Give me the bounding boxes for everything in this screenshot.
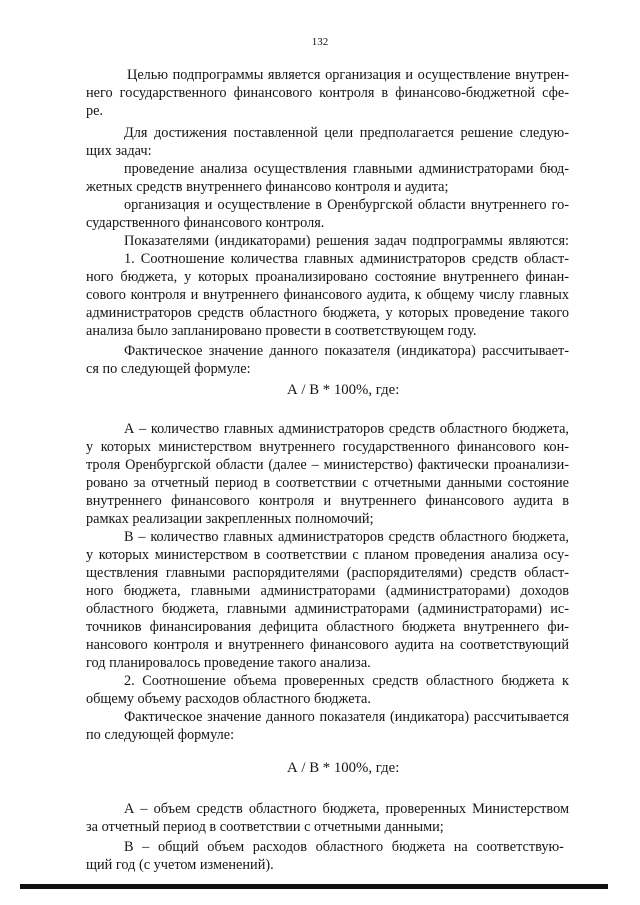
text-line: по следующей формуле: [86, 727, 235, 743]
formula: А / В * 100%, где: [287, 760, 400, 776]
text-line: нансового контроля и внутреннего финансового аудита на соответствующий [86, 637, 569, 653]
text-line: у которых министерством внутреннего государственного финансового кон- [86, 439, 569, 455]
text-line: ществления главными распорядителями (распорядителями) средств област- [86, 565, 569, 581]
text-line: 2. Соотношение объема проверенных средств областного бюджета к [124, 673, 569, 689]
text-line: у которых министерством в соответствии с планом проведения анализа осу- [86, 547, 569, 563]
text-line: ся по следующей формуле: [86, 361, 251, 377]
formula: А / В * 100%, где: [287, 382, 400, 398]
text-line: ре. [86, 103, 104, 119]
text-line: ного бюджета, у которых проанализировано состояние внутреннего финан- [86, 269, 569, 285]
text-line: щих задач: [86, 143, 152, 159]
text-line: жетных средств внутреннего финансово контроля и аудита; [86, 179, 449, 195]
text-line: Фактическое значение данного показателя (индикатора) рассчитывает- [124, 343, 569, 359]
text-line: ного бюджета, главными администраторами (администраторами) доходов [86, 583, 569, 599]
text-line: администраторов средств областного бюджета, у которых проведение такого [86, 305, 569, 321]
text-line: В – общий объем расходов областного бюджета на соответствую- [124, 839, 564, 855]
text-line: год планировалось проведение такого анализа. [86, 655, 371, 671]
text-line: сового контроля и внутреннего финансового аудита, к общему числу главных [86, 287, 569, 303]
text-line: Целью подпрограммы является организация и осуществление внутрен- [127, 67, 569, 83]
text-line: проведение анализа осуществления главными администраторами бюд- [124, 161, 569, 177]
text-line: В – количество главных администраторов средств областного бюджета, [124, 529, 569, 545]
text-line: А – объем средств областного бюджета, проверенных Министерством [124, 801, 569, 817]
text-line: областного бюджета, главными администраторами (администраторами) ис- [86, 601, 569, 617]
text-line: Для достижения поставленной цели предполагается решение следую- [124, 125, 569, 141]
text-line: рамках реализации закрепленных полномочий; [86, 511, 374, 527]
text-line: него государственного финансового контроля в финансово-бюджетной сфе- [86, 85, 569, 101]
bottom-rule [20, 884, 608, 889]
page-number: 132 [311, 36, 329, 48]
text-line: 1. Соотношение количества главных администраторов средств област- [124, 251, 569, 267]
text-line: за отчетный период в соответствии с отчетными данными; [86, 819, 444, 835]
text-line: точников финансирования дефицита областного бюджета внутреннего фи- [86, 619, 569, 635]
text-line: ровано за отчетный период в соответствии с отчетными данными состояние [86, 475, 569, 491]
text-line: Показателями (индикаторами) решения задач подпрограммы являются: [124, 233, 569, 249]
text-line: общему объему расходов областного бюджета. [86, 691, 371, 707]
text-line: сударственного финансового контроля. [86, 215, 325, 231]
text-line: анализа было запланировано провести в соответствующем году. [86, 323, 477, 339]
text-line: организация и осуществление в Оренбургской области внутреннего го- [124, 197, 569, 213]
text-line: щий год (с учетом изменений). [86, 857, 274, 873]
text-line: Фактическое значение данного показателя (индикатора) рассчитывается [124, 709, 569, 725]
text-line: троля Оренбургской области (далее – министерство) фактически проанализи- [86, 457, 569, 473]
text-line: внутреннего финансового контроля и внутреннего финансового аудита в [86, 493, 569, 509]
text-line: А – количество главных администраторов средств областного бюджета, [124, 421, 569, 437]
